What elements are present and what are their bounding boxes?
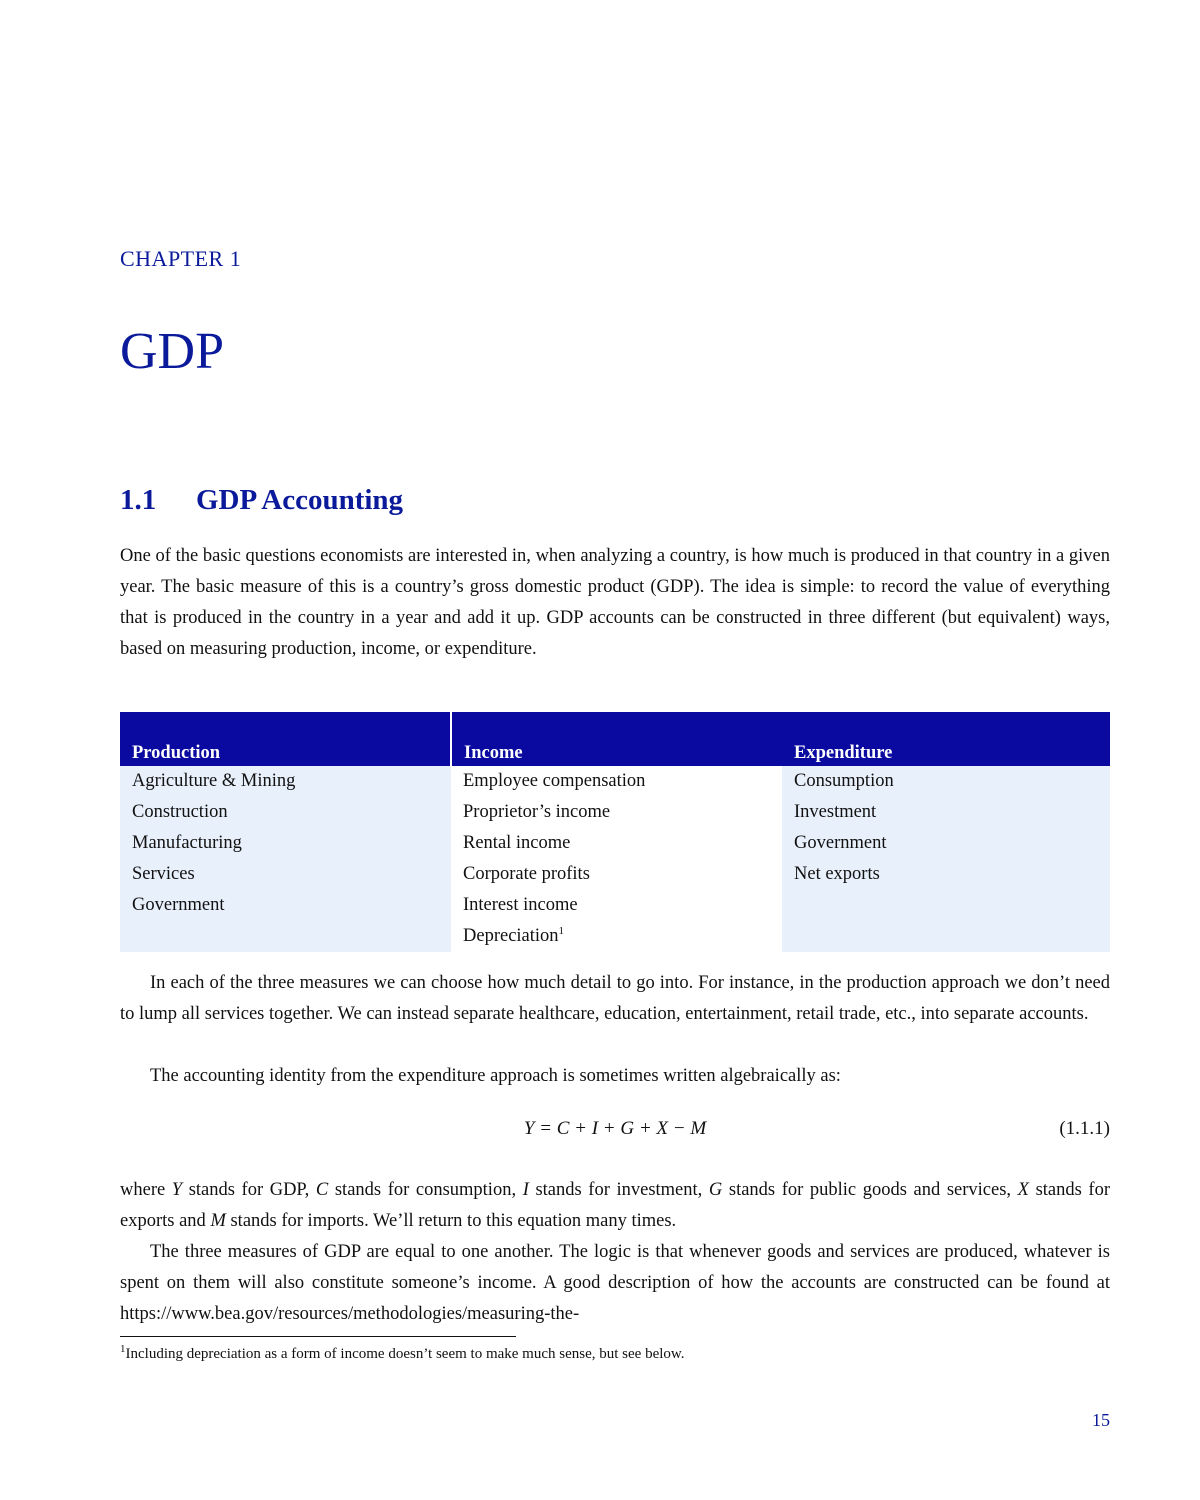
table-header-row — [120, 712, 1110, 766]
header-income: Income — [451, 712, 782, 766]
page-number: 15 — [1092, 1410, 1110, 1430]
math-var: Y — [171, 1180, 183, 1200]
math-var: X — [1017, 1180, 1029, 1200]
income-column — [451, 766, 782, 952]
income-item: Corporate profits — [463, 864, 590, 884]
footnote-divider — [120, 1336, 516, 1337]
text-run: stands for imports. We’ll return to this equation many times. — [225, 1211, 677, 1231]
text-run: stands for investment, — [528, 1180, 709, 1200]
section-heading — [120, 484, 403, 517]
expenditure-item: Government — [794, 833, 887, 853]
equation-formula: Y = C + I + G + X − M — [523, 1118, 707, 1139]
gdp-accounts-table — [120, 712, 1110, 952]
income-item: Rental income — [463, 833, 571, 853]
identity-paragraph: The accounting identity from the expenditure approach is sometimes written algebraically as: — [150, 1066, 841, 1086]
text-run: stands for public goods and services, — [722, 1180, 1018, 1200]
expenditure-item: Consumption — [794, 771, 894, 791]
text-run: stands for consumption, — [328, 1180, 523, 1200]
section-title: GDP Accounting — [196, 484, 404, 516]
header-production: Production — [120, 712, 451, 766]
intro-paragraph: One of the basic questions economists are interested in, when analyzing a country, is how much is produced in that country in a given year. The basic measure of this is a country’s gross domestic product (GDP). The idea is simple: to record the value of everything that is produced in the country in a year and add it up. GDP accounts can be constructed in three different (but equivalent) ways, based on measuring production, income, or expenditure. — [120, 546, 1110, 659]
measures-paragraph: The three measures of GDP are equal to one another. The logic is that whenever goods and services are produced, whatever is spent on them will also constitute someone’s income. A good description of how the accounts are constructed can be found at https://www.bea.gov/resources/methodologies/measuring-the- — [120, 1242, 1110, 1324]
math-var: M — [210, 1211, 226, 1231]
chapter-title: GDP — [120, 323, 225, 380]
production-item: Government — [132, 895, 225, 915]
footnote-reference: 1 — [558, 924, 565, 937]
production-item: Services — [132, 864, 195, 884]
income-item: Employee compensation — [463, 771, 646, 791]
income-item-label: Depreciation — [463, 926, 559, 946]
footnote-text: Including depreciation as a form of income doesn’t seem to make much sense, but see below. — [125, 1346, 685, 1362]
detail-paragraph: In each of the three measures we can choose how much detail to go into. For instance, in the production approach we don’t need to lump all services together. We can instead separate healthcare, education, entertainment, retail trade, etc., into separate accounts. — [120, 973, 1110, 1024]
income-item-depreciation — [463, 921, 770, 952]
text-run: where — [120, 1180, 172, 1200]
production-item: Construction — [132, 802, 228, 822]
header-expenditure: Expenditure — [782, 712, 1110, 766]
production-item: Agriculture & Mining — [132, 771, 296, 791]
footnote-mark: 1 — [120, 1343, 126, 1355]
income-item: Interest income — [463, 895, 578, 915]
variables-paragraph — [120, 1175, 1110, 1237]
math-var: I — [522, 1180, 529, 1200]
equation — [120, 1118, 1110, 1150]
math-var: C — [315, 1180, 329, 1200]
equation-number: (1.1.1) — [1059, 1118, 1110, 1139]
table-body-row — [120, 766, 1110, 952]
production-item: Manufacturing — [132, 833, 242, 853]
production-column — [120, 766, 451, 952]
expenditure-column — [782, 766, 1110, 952]
expenditure-item: Net exports — [794, 864, 880, 884]
document-page — [120, 0, 1110, 1500]
math-var: G — [708, 1180, 723, 1200]
income-item: Proprietor’s income — [463, 802, 611, 822]
footnote — [120, 1342, 1110, 1366]
text-run: stands for exports and — [120, 1180, 1110, 1231]
section-number: 1.1 — [120, 484, 157, 516]
expenditure-item: Investment — [794, 802, 877, 822]
text-run: stands for GDP, — [182, 1180, 316, 1200]
chapter-label: CHAPTER 1 — [120, 246, 242, 271]
